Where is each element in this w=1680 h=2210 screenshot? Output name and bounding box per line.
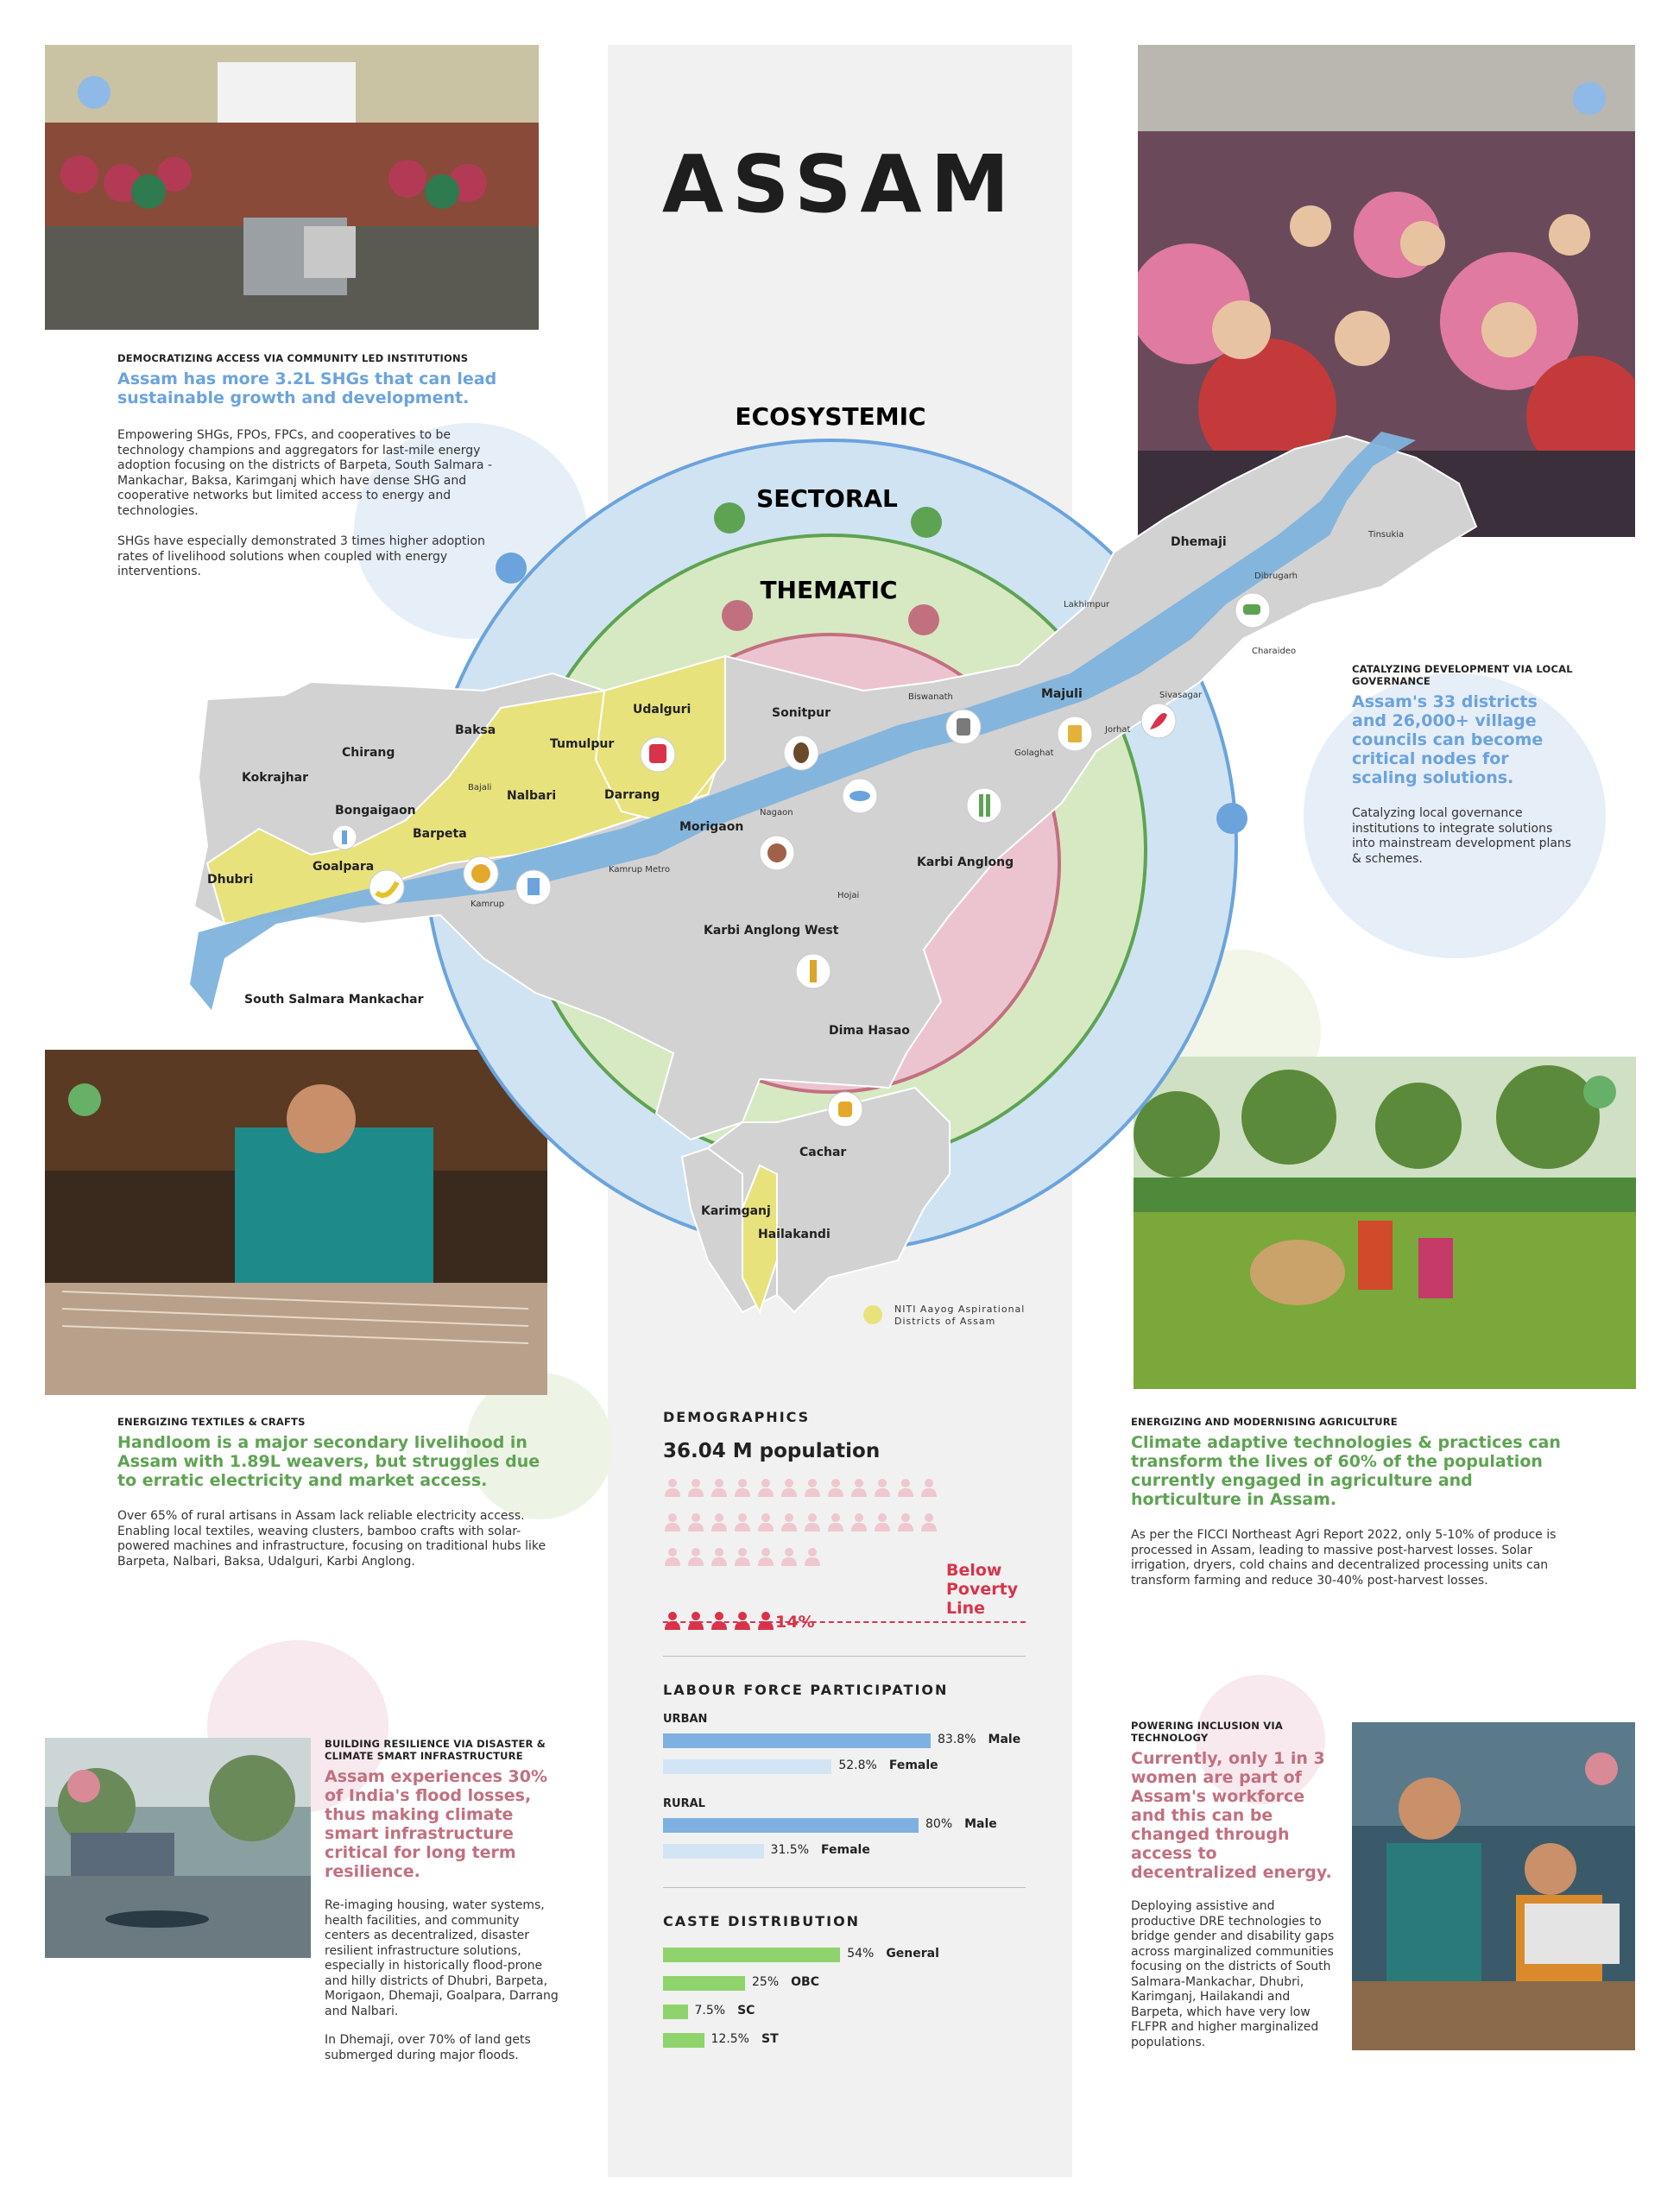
district-label: Sonitpur	[772, 706, 831, 720]
milk-icon	[516, 870, 551, 905]
bar-category: ST	[761, 2032, 779, 2046]
section-body: Over 65% of rural artisans in Assam lack reliable electricity access. Enabling local textiles, weaving clusters, bamboo crafts with solar-powered machines and infrastructure, focusing on traditional hubs like Barpeta, Nalbari, Baksa, Udalguri, Karbi Anglong.	[117, 1509, 546, 1569]
person-icon	[780, 1478, 799, 1497]
bpl-label	[946, 1561, 1018, 1618]
bar-category: Male	[964, 1817, 997, 1831]
section-body: As per the FICCI Northeast Agri Report 2022, only 5-10% of produce is processed in Assam, leading to massive post-harvest losses. Solar irrigation, dryers, cold chains and decentralized processing units can transform farming and reduce 30-40% post-harvest losses.	[1131, 1528, 1557, 1588]
person-icon	[733, 1611, 752, 1630]
person-icon	[849, 1478, 868, 1497]
person-icon-row	[663, 1512, 948, 1547]
caste-bar-label	[711, 2032, 779, 2046]
caste-bar-label	[847, 1947, 939, 1961]
district-label-minor: Kamrup Metro	[609, 865, 670, 875]
person-icon	[826, 1512, 845, 1531]
ring-dot-blue-right	[1216, 803, 1247, 834]
person-icon	[756, 1512, 775, 1531]
honey-icon	[828, 1092, 862, 1127]
bar-value: 54%	[847, 1947, 875, 1961]
section-kicker: BUILDING RESILIENCE VIA DISASTER & CLIMATE SMART INFRASTRUCTURE	[325, 1738, 546, 1762]
bar-value: 25%	[752, 1975, 780, 1989]
ring-dot-blue-left	[496, 552, 527, 584]
bpl-label-line: Below	[946, 1561, 1002, 1580]
section-body: Deploying assistive and productive DRE technologies to bridge gender and disability gaps across marginalized communities focusing on the districts of South Salmara-Mankachar, Dhubri, Karimganj, Hailakandi and Barpeta, which have very low FLFPR and higher marginalized populations.	[1131, 1899, 1335, 2049]
district-label: Nalbari	[507, 789, 557, 803]
bar-value: 80%	[925, 1817, 953, 1831]
ring-label-thematic: THEMATIC	[760, 576, 898, 604]
coconut-icon	[760, 836, 794, 870]
person-icon	[919, 1512, 938, 1531]
district-label: Tumulpur	[550, 737, 615, 751]
person-icon	[686, 1512, 705, 1531]
district-label: Barpeta	[413, 827, 467, 841]
section-kicker: ENERGIZING TEXTILES & CRAFTS	[117, 1416, 306, 1428]
sunflower-icon	[464, 856, 498, 891]
person-icon	[756, 1478, 775, 1497]
section-body: Catalyzing local governance institutions to integrate solutions into mainstream development plans & schemes.	[1352, 806, 1572, 866]
labour-bar-rural-male	[663, 1818, 919, 1833]
person-icon	[663, 1611, 682, 1630]
section-headline: Climate adaptive technologies & practices can transform the lives of 60% of the population currently engaged in agriculture and horticulture in Assam.	[1131, 1433, 1561, 1509]
person-icon	[896, 1478, 915, 1497]
section-kicker: CATALYZING DEVELOPMENT VIA LOCAL GOVERNANCE	[1352, 663, 1573, 687]
page-title: ASSAM	[661, 138, 1019, 230]
mustard-oil-icon	[1058, 717, 1092, 751]
bar-value: 52.8%	[838, 1759, 877, 1772]
bar-category: General	[886, 1947, 939, 1961]
section-body: SHGs have especially demonstrated 3 times higher adoption rates of livelihood solutions when coupled with energy interventions.	[117, 534, 485, 578]
labour-bar-label	[938, 1733, 1020, 1746]
district-label: Morigaon	[679, 820, 744, 834]
district-label: Cachar	[799, 1146, 847, 1159]
rice-icon	[796, 954, 831, 988]
person-icon	[803, 1512, 822, 1531]
fish-icon	[843, 779, 877, 813]
person-icon	[686, 1478, 705, 1497]
section-shg	[117, 352, 497, 580]
bar-value: 12.5%	[711, 2032, 749, 2046]
caste-bar-sc	[663, 2005, 688, 2019]
district-label-minor: Biswanath	[908, 692, 953, 702]
person-icon	[756, 1547, 775, 1566]
person-icon	[710, 1478, 729, 1497]
bamboo-icon	[967, 788, 1001, 823]
bar-category: Female	[821, 1843, 870, 1857]
labour-bar-urban-female	[663, 1759, 831, 1774]
district-label-minor: Tinsukia	[1368, 530, 1405, 540]
population-icon-grid	[663, 1478, 948, 1582]
legend-swatch	[863, 1305, 882, 1324]
district-label-minor: Nagaon	[760, 808, 793, 818]
district-label-minor: Kamrup	[471, 900, 505, 909]
section-textiles	[117, 1416, 558, 1569]
bar-category: SC	[737, 2004, 755, 2017]
section-headline: Currently, only 1 in 3 women are part of Assam's workforce and this can be changed through access to decentralized energy.	[1131, 1749, 1332, 1882]
labour-heading: LABOUR FORCE PARTICIPATION	[663, 1682, 949, 1698]
caste-bar-general	[663, 1948, 840, 1962]
district-label: Goalpara	[313, 860, 375, 874]
person-icon	[803, 1547, 822, 1566]
district-label-minor: Charaideo	[1252, 647, 1297, 656]
district-label-minor: Golaghat	[1014, 748, 1054, 758]
bpl-label-line: Line	[946, 1599, 986, 1618]
district-label: Dhemaji	[1171, 535, 1227, 549]
bar-value: 83.8%	[938, 1733, 976, 1746]
person-icon	[919, 1478, 938, 1497]
person-icon	[733, 1547, 752, 1566]
district-label: South Salmara Mankachar	[244, 993, 424, 1007]
section-body: Re-imaging housing, water systems, health facilities, and community centers as decentralized, disaster resilient infrastructure solutions, especially in historically flood-prone and hilly districts of Dhubri, Barpeta, Morigaon, Dhemaji, Goalpara, Darrang and Nalbari.	[325, 1898, 559, 2018]
person-icon-row	[663, 1478, 948, 1512]
cocoon-icon	[641, 737, 675, 772]
person-icon	[873, 1512, 892, 1531]
bpl-icon-row	[663, 1611, 793, 1635]
section-headline: Assam's 33 districts and 26,000+ village councils can become critical nodes for scaling solutions.	[1352, 692, 1544, 787]
district-label: Kokrajhar	[242, 771, 308, 785]
ring-label-ecosystemic: ECOSYSTEMIC	[735, 402, 926, 431]
ring-dot-green-right	[911, 507, 942, 538]
caste-bar-obc	[663, 1976, 745, 1991]
person-icon	[873, 1478, 892, 1497]
person-icon	[756, 1611, 775, 1630]
person-icon	[849, 1512, 868, 1531]
district-label-minor: Dibrugarh	[1254, 571, 1298, 581]
grass-icon	[332, 825, 357, 849]
person-icon	[803, 1478, 822, 1497]
district-label: Chirang	[342, 746, 395, 760]
caste-bar-label	[695, 2004, 755, 2017]
legend-line-1: NITI Aayog Aspirational	[894, 1304, 1026, 1315]
banana-icon	[369, 870, 404, 905]
district-label: Karbi Anglong West	[704, 924, 839, 938]
bar-category: Female	[888, 1759, 938, 1772]
section-headline: Assam experiences 30% of India's flood losses, thus making climate smart infrastructure critical for long term resilience.	[325, 1767, 548, 1881]
ring-dot-pink-left	[722, 600, 753, 631]
person-icon	[686, 1547, 705, 1566]
ring-dot-green-left	[714, 502, 745, 534]
district-label: Bongaigaon	[335, 804, 416, 818]
divider	[663, 1656, 1026, 1657]
section-body: In Dhemaji, over 70% of land gets submerged during major floods.	[325, 2033, 531, 2062]
district-label-minor: Lakhimpur	[1064, 600, 1110, 609]
district-label: Darrang	[604, 788, 660, 802]
district-label: Karimganj	[701, 1204, 771, 1218]
person-icon	[663, 1478, 682, 1497]
bar-category: Male	[988, 1733, 1021, 1746]
section-kicker: DEMOCRATIZING ACCESS VIA COMMUNITY LED INSTITUTIONS	[117, 352, 469, 364]
seed-icon	[784, 736, 818, 770]
section-headline: Handloom is a major secondary livelihood in Assam with 1.89L weavers, but struggles due to erratic electricity and market access.	[117, 1433, 540, 1490]
labour-bar-urban-male	[663, 1733, 931, 1748]
legend-line-2: Districts of Assam	[894, 1316, 996, 1327]
district-label: Dima Hasao	[829, 1024, 910, 1038]
chili-icon	[1141, 704, 1176, 738]
person-icon	[710, 1512, 729, 1531]
section-agriculture	[1131, 1416, 1580, 1588]
jar-icon	[946, 710, 981, 744]
district-label: Udalguri	[633, 703, 692, 717]
demographics-heading: DEMOGRAPHICS	[663, 1409, 811, 1425]
person-icon	[826, 1478, 845, 1497]
person-icon	[686, 1611, 705, 1630]
person-icon	[896, 1512, 915, 1531]
district-label-minor: Sivasagar	[1159, 691, 1203, 700]
person-icon	[710, 1611, 729, 1630]
labour-bar-label	[771, 1843, 870, 1857]
rural-label: RURAL	[663, 1797, 705, 1810]
person-icon	[733, 1512, 752, 1531]
person-icon	[663, 1547, 682, 1566]
caste-bar-st	[663, 2033, 704, 2048]
bar-value: 31.5%	[770, 1843, 810, 1857]
person-icon	[733, 1478, 752, 1497]
labour-bar-label	[925, 1817, 997, 1831]
section-kicker: ENERGIZING AND MODERNISING AGRICULTURE	[1131, 1416, 1398, 1428]
caste-bar-label	[752, 1975, 819, 1989]
bar-value: 7.5%	[694, 2004, 726, 2017]
labour-bar-label	[838, 1759, 938, 1772]
person-icon	[780, 1512, 799, 1531]
divider	[663, 1887, 1026, 1888]
district-label: Majuli	[1041, 687, 1083, 701]
bpl-percent: 14%	[775, 1613, 815, 1632]
section-governance	[1352, 663, 1575, 867]
section-kicker: POWERING INCLUSION VIA TECHNOLOGY	[1131, 1720, 1283, 1744]
district-label: Hailakandi	[758, 1228, 831, 1241]
section-body: Empowering SHGs, FPOs, FPCs, and cooperatives to be technology champions and aggregators for last-mile energy adoption focusing on the districts of Barpeta, South Salmara -Mankachar, Baksa, Karimganj which have dense SHG and cooperative networks but limited access to energy and technologies.	[117, 428, 492, 518]
tea-cup-icon	[1235, 593, 1270, 628]
bpl-label-line: Poverty	[946, 1580, 1019, 1599]
caste-heading: CASTE DISTRIBUTION	[663, 1913, 861, 1929]
district-label-minor: Hojai	[837, 891, 860, 900]
section-inclusion	[1131, 1720, 1338, 2050]
district-label: Dhubri	[207, 873, 254, 887]
person-icon	[663, 1512, 682, 1531]
district-label-minor: Jorhat	[1105, 725, 1131, 735]
section-headline: Assam has more 3.2L SHGs that can lead sustainable growth and development.	[117, 369, 497, 407]
legend-text	[894, 1304, 1025, 1328]
ring-label-sectoral: SECTORAL	[756, 484, 898, 513]
person-icon-row	[663, 1547, 948, 1582]
labour-bar-rural-female	[663, 1844, 764, 1859]
district-label: Karbi Anglong	[917, 856, 1014, 869]
urban-label: URBAN	[663, 1713, 708, 1726]
population-value: 36.04 M population	[663, 1440, 881, 1462]
district-label: Baksa	[455, 723, 496, 737]
section-resilience	[325, 1738, 562, 2063]
ring-dot-pink-right	[908, 604, 939, 635]
person-icon	[710, 1547, 729, 1566]
district-label-minor: Bajali	[468, 783, 492, 792]
person-icon	[780, 1547, 799, 1566]
bar-category: OBC	[791, 1975, 819, 1989]
